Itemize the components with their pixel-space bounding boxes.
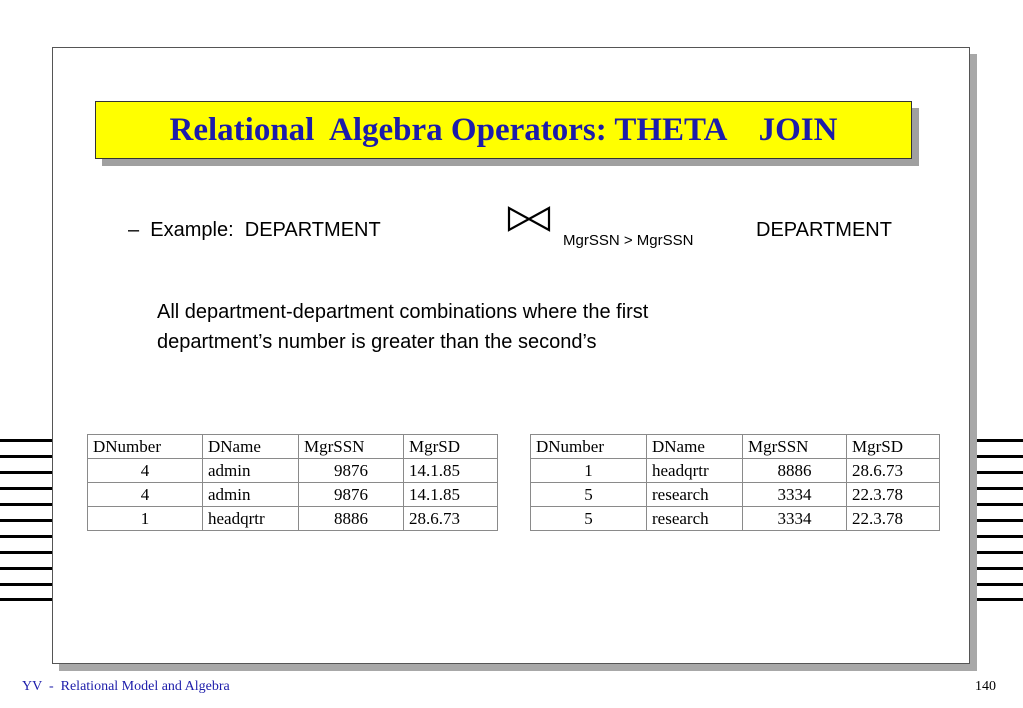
description-line: All department-department combinations where the first (157, 301, 649, 323)
table-cell: 1 (531, 459, 647, 483)
description-line: department’s number is greater than the second’s (157, 331, 597, 353)
column-header: MgrSSN (299, 435, 404, 459)
column-header: DNumber (531, 435, 647, 459)
column-header: DName (647, 435, 743, 459)
table-cell: admin (203, 483, 299, 507)
column-header: DNumber (88, 435, 203, 459)
table-cell: research (647, 507, 743, 531)
table-row (88, 507, 498, 531)
table-cell: 14.1.85 (404, 483, 498, 507)
table-cell: 28.6.73 (404, 507, 498, 531)
table-row (531, 483, 940, 507)
table-cell: headqrtr (647, 459, 743, 483)
table-row (88, 459, 498, 483)
table-row (531, 459, 940, 483)
footer-course-title: YV - Relational Model and Algebra (22, 679, 230, 694)
bullet-dash: – (128, 219, 151, 241)
table-cell: 5 (531, 483, 647, 507)
table-cell: 8886 (299, 507, 404, 531)
table-row (531, 507, 940, 531)
table-cell: 3334 (743, 507, 847, 531)
column-header: MgrSSN (743, 435, 847, 459)
column-header: DName (203, 435, 299, 459)
table-cell: 8886 (743, 459, 847, 483)
table-cell: research (647, 483, 743, 507)
table-cell: 1 (88, 507, 203, 531)
title-box (95, 101, 912, 159)
table-cell: admin (203, 459, 299, 483)
column-header: MgrSD (404, 435, 498, 459)
left-operand: DEPARTMENT (244, 219, 381, 241)
table-cell: headqrtr (203, 507, 299, 531)
column-header: MgrSD (847, 435, 940, 459)
result-table-left (87, 434, 498, 531)
table-cell: 9876 (299, 483, 404, 507)
slide-title: Relational Algebra Operators: THETA JOIN (169, 111, 838, 148)
table-cell: 5 (531, 507, 647, 531)
table-cell: 4 (88, 483, 203, 507)
join-condition: MgrSSN > MgrSSN (563, 232, 694, 249)
table-cell: 3334 (743, 483, 847, 507)
table-cell: 28.6.73 (847, 459, 940, 483)
bowtie-join-icon (506, 206, 552, 232)
table-header-row (531, 435, 940, 459)
example-label: Example: (150, 219, 234, 241)
table-cell: 22.3.78 (847, 507, 940, 531)
table-cell: 9876 (299, 459, 404, 483)
table-cell: 4 (88, 459, 203, 483)
footer-page-number: 140 (975, 679, 996, 694)
description (157, 297, 648, 357)
table-row (88, 483, 498, 507)
result-table-right (530, 434, 940, 531)
example-line (128, 219, 381, 242)
table-header-row (88, 435, 498, 459)
table-cell: 14.1.85 (404, 459, 498, 483)
right-operand: DEPARTMENT (756, 219, 892, 241)
table-cell: 22.3.78 (847, 483, 940, 507)
